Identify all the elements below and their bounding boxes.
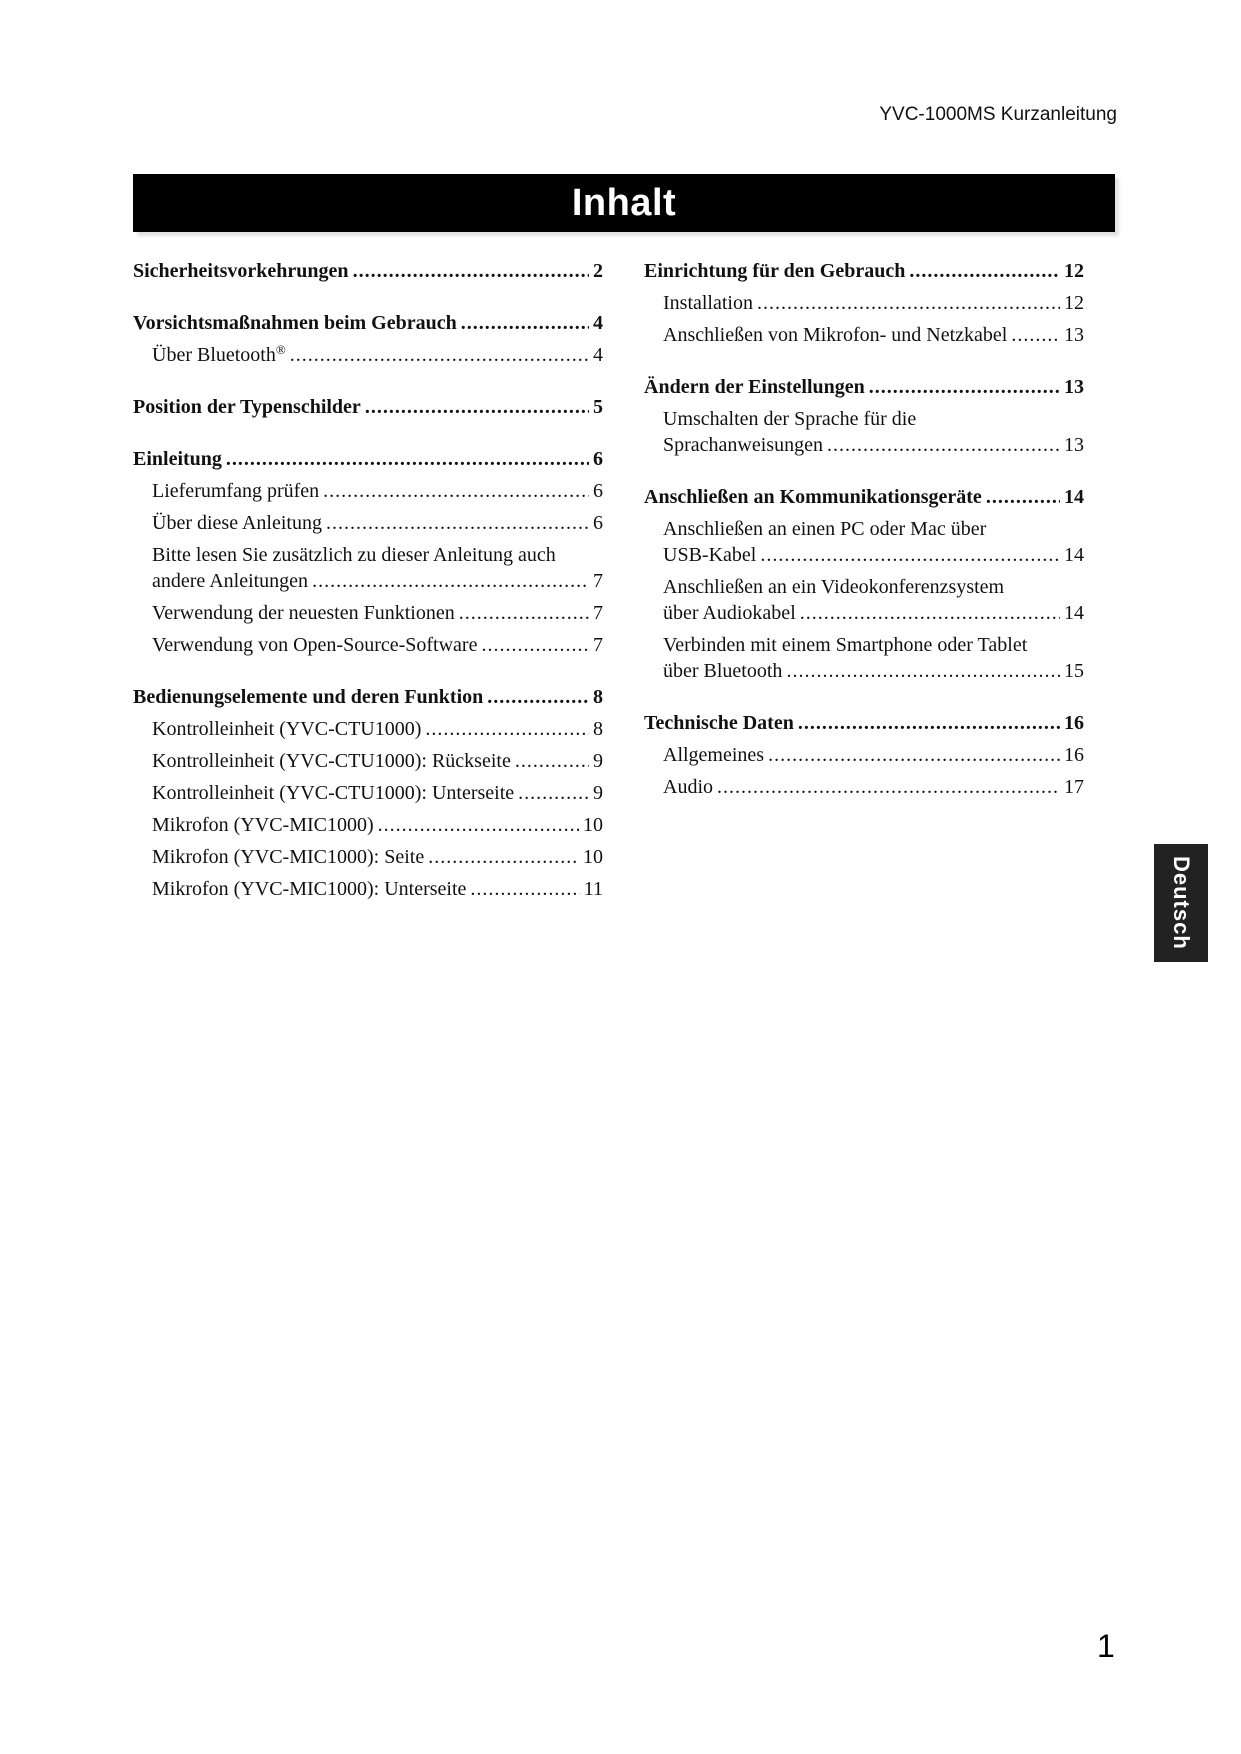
toc-entry-sub[interactable]: Kontrolleinheit (YVC-CTU1000): Unterseite . . . 9 [133,780,603,806]
toc-section [133,310,603,368]
toc-left-column [133,258,603,928]
language-tab-label: Deutsch [1169,856,1194,950]
toc-entry-main[interactable]: Anschließen an Kommunikationsgeräte . . . 14 [644,484,1084,510]
toc-entry-main[interactable]: Technische Daten . . . 16 [644,710,1084,736]
toc-entry-sub[interactable]: Über Bluetooth® . . . 4 [133,342,603,368]
toc-entry-sub[interactable]: Mikrofon (YVC-MIC1000) . . . 10 [133,812,603,838]
toc-entry-sub[interactable]: Mikrofon (YVC-MIC1000): Unterseite . . . 11 [133,876,603,902]
toc-entry-main[interactable]: Bedienungselemente und deren Funktion . . . 8 [133,684,603,710]
page-title: Inhalt [571,181,677,224]
toc-right-column [644,258,1084,826]
language-tab [1154,844,1208,962]
page-number: 1 [1097,1628,1115,1664]
document-header: YVC-1000MS Kurzanleitung [879,104,1117,125]
toc-section [133,258,603,284]
toc-entry-sub[interactable]: Verwendung von Open-Source-Software . . . 7 [133,632,603,658]
toc-section [133,446,603,658]
toc-entry-main[interactable]: Sicherheitsvorkehrungen . . . 2 [133,258,603,284]
toc-entry-sub[interactable]: Umschalten der Sprache für die Sprachanweisungen . . . 13 [644,406,1084,458]
toc-entry-sub[interactable]: Audio . . . 17 [644,774,1084,800]
title-bar [133,174,1115,232]
toc-entry-sub[interactable]: Installation . . . 12 [644,290,1084,316]
toc-section [644,258,1084,348]
registered-mark: ® [275,342,286,357]
toc-entry-main[interactable]: Position der Typenschilder . . . 5 [133,394,603,420]
toc-entry-sub[interactable]: Allgemeines . . . 16 [644,742,1084,768]
toc-entry-main[interactable]: Einleitung . . . 6 [133,446,603,472]
toc-section [644,484,1084,684]
toc-section [644,710,1084,800]
toc-entry-sub[interactable]: Verwendung der neuesten Funktionen . . . 7 [133,600,603,626]
toc-section [133,394,603,420]
toc-entry-sub[interactable]: Kontrolleinheit (YVC-CTU1000) . . . 8 [133,716,603,742]
toc-entry-sub[interactable]: Mikrofon (YVC-MIC1000): Seite . . . 10 [133,844,603,870]
toc-entry-sub[interactable]: Kontrolleinheit (YVC-CTU1000): Rückseite . . . 9 [133,748,603,774]
toc-entry-main[interactable]: Ändern der Einstellungen . . . 13 [644,374,1084,400]
toc-section [644,374,1084,458]
toc-entry-sub[interactable]: Anschließen an einen PC oder Mac über USB-Kabel . . . 14 [644,516,1084,568]
toc-entry-sub[interactable]: Bitte lesen Sie zusätzlich zu dieser Anleitung auch andere Anleitungen . . . 7 [133,542,603,594]
toc-entry-sub[interactable]: Lieferumfang prüfen . . . 6 [133,478,603,504]
toc-entry-sub[interactable]: Anschließen von Mikrofon- und Netzkabel . . . 13 [644,322,1084,348]
toc-entry-sub[interactable]: Anschließen an ein Videokonferenzsystem über Audiokabel . . . 14 [644,574,1084,626]
toc-section [133,684,603,902]
toc-entry-sub[interactable]: Verbinden mit einem Smartphone oder Tablet über Bluetooth . . . 15 [644,632,1084,684]
toc-entry-main[interactable]: Vorsichtsmaßnahmen beim Gebrauch . . . 4 [133,310,603,336]
toc-entry-main[interactable]: Einrichtung für den Gebrauch . . . 12 [644,258,1084,284]
toc-entry-sub[interactable]: Über diese Anleitung . . . 6 [133,510,603,536]
